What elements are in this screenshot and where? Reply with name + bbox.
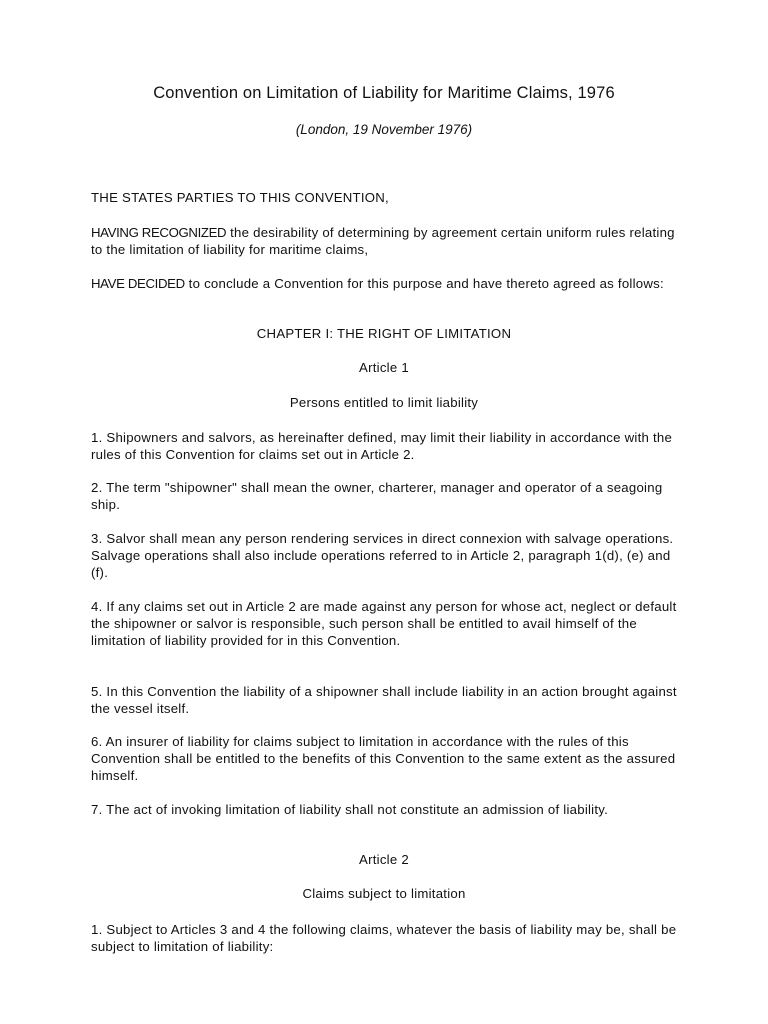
recognized-text: the desirability of determining by agreement certain uniform rules relating to the limitation of liability for maritime claims, bbox=[91, 225, 675, 258]
decided-text: to conclude a Convention for this purpose and have thereto agreed as follows: bbox=[184, 276, 664, 291]
article-1-paragraph-3: 3. Salvor shall mean any person rendering services in direct connexion with salvage operations. Salvage operations shall also include operations referred to in Article 2, paragraph 1(d), (e) and (f). bbox=[91, 531, 674, 581]
article-2-heading: Article 2 bbox=[359, 852, 409, 867]
document-title: Convention on Limitation of Liability for Maritime Claims, 1976 bbox=[153, 84, 615, 102]
decided-lead: HAVE DECIDED bbox=[91, 276, 185, 291]
preamble-decided bbox=[91, 275, 681, 292]
chapter-heading: CHAPTER I: THE RIGHT OF LIMITATION bbox=[256, 326, 512, 341]
article-2-subheading: Claims subject to limitation bbox=[302, 886, 466, 901]
article-1-paragraph-6: 6. An insurer of liability for claims subject to limitation in accordance with the rules of this Convention shall be entitled to the benefits of this Convention to the same extent as the assured himself. bbox=[91, 734, 676, 784]
article-2-paragraph-1: 1. Subject to Articles 3 and 4 the following claims, whatever the basis of liability may be, shall be subject to limitation of liability: bbox=[91, 922, 677, 955]
article-1-paragraph-4: 4. If any claims set out in Article 2 are made against any person for whose act, neglect or default the shipowner or salvor is responsible, such person shall be entitled to avail himself of the limitation of liability provided for in this Convention. bbox=[91, 599, 677, 649]
document-subtitle: (London, 19 November 1976) bbox=[295, 122, 473, 137]
preamble-opening: THE STATES PARTIES TO THIS CONVENTION, bbox=[91, 190, 389, 205]
article-1-heading: Article 1 bbox=[359, 360, 409, 375]
article-1-paragraph-7: 7. The act of invoking limitation of liability shall not constitute an admission of liability. bbox=[91, 802, 609, 817]
article-1-subheading: Persons entitled to limit liability bbox=[289, 395, 479, 410]
article-1-paragraph-2: 2. The term "shipowner" shall mean the owner, charterer, manager and operator of a seagoing ship. bbox=[91, 480, 663, 513]
article-1-paragraph-5: 5. In this Convention the liability of a shipowner shall include liability in an action brought against the vessel itself. bbox=[91, 684, 677, 717]
preamble-recognized bbox=[91, 224, 681, 258]
article-1-paragraph-1: 1. Shipowners and salvors, as hereinafter defined, may limit their liability in accordance with the rules of this Convention for claims set out in Article 2. bbox=[91, 430, 673, 463]
recognized-lead: HAVING RECOGNIZED bbox=[91, 225, 227, 240]
